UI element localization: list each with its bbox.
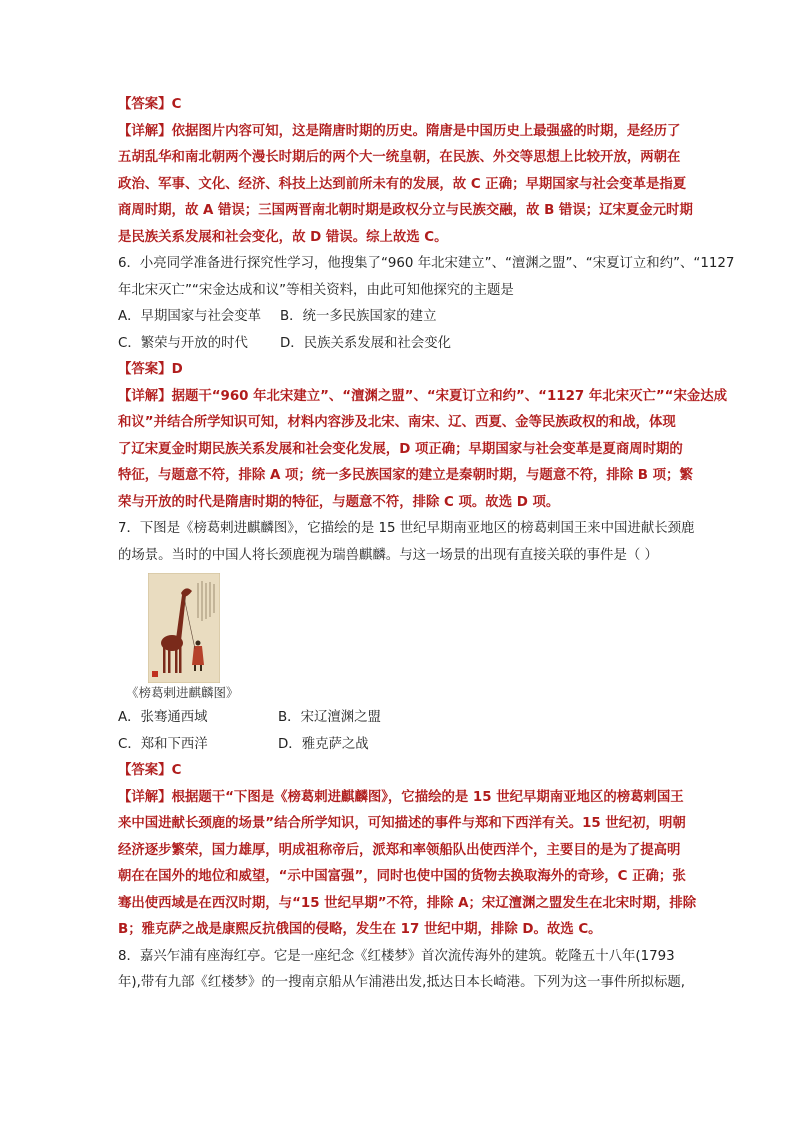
question-text: 年),带有九部《红楼梦》的一搜南京船从乍浦港出发,抵达日本长崎港。下列为这一事件所拟标题, (118, 975, 686, 990)
detail-line: 【详解】根据题干“下图是《榜葛剌进麒麟图》，它描绘的是 15 世纪早期南亚地区的榜葛剌国王 (118, 789, 684, 805)
detail-line: 经济逐步繁荣，国力雄厚，明成祖称帝后，派郑和率领船队出使西洋个，主要目的是为了提高明 (118, 842, 681, 858)
option-d: D．民族关系发展和社会变化 (280, 335, 451, 351)
answer-value: D (171, 362, 183, 377)
option-row (118, 705, 718, 732)
option-row (118, 331, 718, 358)
detail-line: B；雅克萨之战是康熙反抗俄国的侵略，发生在 17 世纪中期，排除 D。故选 C。 (118, 922, 602, 937)
answer-value: C (171, 763, 182, 778)
option-row (118, 732, 718, 759)
answer-line: 【答案】C (118, 763, 182, 778)
detail-line: 了辽宋夏金时期民族关系发展和社会变化发展，D 项正确；早期国家与社会变革是夏商周时期的 (118, 441, 683, 457)
option-b: B．宋辽澶渊之盟 (278, 710, 381, 725)
detail-line: 【详解】依据图片内容可知，这是隋唐时期的历史。隋唐是中国历史上最强盛的时期，是经历了 (118, 123, 681, 139)
detail-line: 五胡乱华和南北朝两个漫长时期后的两个大一统皇朝，在民族、外交等思想上比较开放，两朝在 (118, 150, 681, 165)
answer-line: 【答案】C (118, 97, 182, 112)
option-c: C．繁荣与开放的时代 (118, 335, 248, 351)
detail-line: 特征，与题意不符，排除 A 项；统一多民族国家的建立是秦朝时期，与题意不符，排除 B 项；繁 (118, 468, 693, 483)
detail-line: 商周时期，故 A 错误；三国两晋南北朝时期是政权分立与民族交融，故 B 错误；辽宋夏金元时期 (118, 203, 693, 218)
question-text: 的场景。当时的中国人将长颈鹿视为瑞兽麒麟。与这一场景的出现有直接关联的事件是（ ） (118, 547, 658, 563)
image-caption: 《榜葛剌进麒麟图》 (126, 685, 239, 700)
option-a: A．早期国家与社会变革 (118, 309, 262, 324)
detail-line: 【详解】据题干“960 年北宋建立”、“澶渊之盟”、“宋夏订立和约”、“1127 年北宋灭亡”“宋金达成 (118, 388, 728, 404)
detail-line: 荣与开放的时代是隋唐时期的特征，与题意不符，排除 C 项。故选 D 项。 (118, 494, 560, 510)
detail-line: 是民族关系发展和社会变化，故 D 错误。综上故选 C。 (118, 229, 448, 245)
detail-line: 和议”并结合所学知识可知，材料内容涉及北宋、南宋、辽、西夏、金等民族政权的和战，体现 (118, 415, 676, 430)
detail-line: 来中国进献长颈鹿的场景”结合所学知识，可知描述的事件与郑和下西洋有关。15 世纪初，明朝 (118, 816, 686, 831)
detail-line: 朝在在国外的地位和威望，“示中国富强”，同时也使中国的货物去换取海外的奇珍，C 正确；张 (118, 869, 686, 884)
option-b: B．统一多民族国家的建立 (280, 309, 437, 324)
detail-line: 骞出使西域是在西汉时期，与“15 世纪早期”不符，排除 A；宋辽澶渊之盟发生在北宋时期，排除 (118, 895, 697, 911)
question-text: 年北宋灭亡”“宋金达成和议”等相关资料，由此可知他探究的主题是 (118, 282, 514, 298)
document-page (118, 92, 735, 997)
giraffe-painting-image (148, 573, 220, 683)
option-row (118, 304, 718, 331)
question-text: 7．下图是《榜葛剌进麒麟图》，它描绘的是 15 世纪早期南亚地区的榜葛剌国王来中国进献长颈鹿 (118, 521, 695, 536)
question-text: 8．嘉兴乍浦有座海红亭。它是一座纪念《红楼梦》首次流传海外的建筑。乾隆五十八年(1793 (118, 948, 675, 964)
option-d: D．雅克萨之战 (278, 736, 369, 752)
option-a: A．张骞通西域 (118, 710, 208, 725)
detail-line: 政治、军事、文化、经济、科技上达到前所未有的发展，故 C 正确；早期国家与社会变革是指夏 (118, 176, 687, 192)
answer-value: C (171, 97, 182, 112)
answer-line: 【答案】D (118, 362, 183, 377)
option-c: C．郑和下西洋 (118, 736, 208, 752)
question-text: 6．小亮同学准备进行探究性学习，他搜集了“960 年北宋建立”、“澶渊之盟”、“宋夏订立和约”、“1127 (118, 256, 735, 271)
